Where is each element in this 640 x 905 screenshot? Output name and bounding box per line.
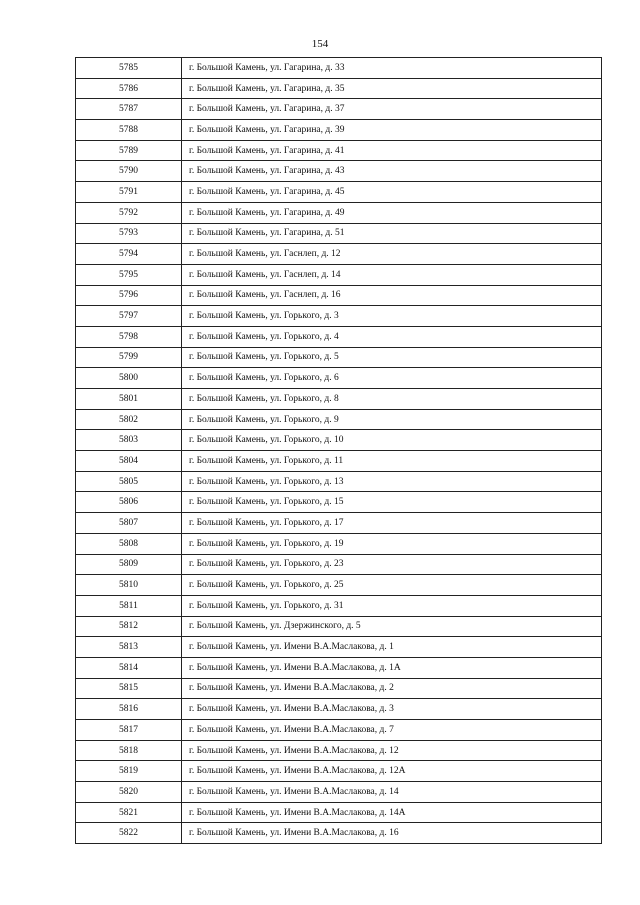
- address-cell: г. Большой Камень, ул. Имени В.А.Маслакова, д. 7: [182, 720, 602, 741]
- address-cell: г. Большой Камень, ул. Гагарина, д. 39: [182, 120, 602, 141]
- row-number-cell: 5812: [76, 616, 182, 637]
- table-row: [76, 409, 602, 430]
- address-cell: г. Большой Камень, ул. Имени В.А.Маслакова, д. 16: [182, 823, 602, 844]
- table-row: [76, 161, 602, 182]
- row-number-cell: 5815: [76, 678, 182, 699]
- table-row: [76, 554, 602, 575]
- table-row: [76, 720, 602, 741]
- table-row: [76, 202, 602, 223]
- row-number-cell: 5789: [76, 140, 182, 161]
- table-row: [76, 699, 602, 720]
- address-cell: г. Большой Камень, ул. Имени В.А.Маслакова, д. 12А: [182, 761, 602, 782]
- table-row: [76, 244, 602, 265]
- address-cell: г. Большой Камень, ул. Гагарина, д. 33: [182, 58, 602, 79]
- address-cell: г. Большой Камень, ул. Горького, д. 6: [182, 368, 602, 389]
- address-cell: г. Большой Камень, ул. Горького, д. 9: [182, 409, 602, 430]
- table-row: [76, 575, 602, 596]
- row-number-cell: 5797: [76, 306, 182, 327]
- row-number-cell: 5786: [76, 78, 182, 99]
- address-cell: г. Большой Камень, ул. Имени В.А.Маслакова, д. 14А: [182, 802, 602, 823]
- table-row: [76, 99, 602, 120]
- address-cell: г. Большой Камень, ул. Горького, д. 17: [182, 513, 602, 534]
- address-cell: г. Большой Камень, ул. Горького, д. 11: [182, 451, 602, 472]
- row-number-cell: 5821: [76, 802, 182, 823]
- row-number-cell: 5803: [76, 430, 182, 451]
- row-number-cell: 5813: [76, 637, 182, 658]
- table-row: [76, 761, 602, 782]
- table-row: [76, 471, 602, 492]
- table-row: [76, 740, 602, 761]
- table-row: [76, 430, 602, 451]
- row-number-cell: 5804: [76, 451, 182, 472]
- address-cell: г. Большой Камень, ул. Гагарина, д. 45: [182, 182, 602, 203]
- table-row: [76, 637, 602, 658]
- table-row: [76, 678, 602, 699]
- row-number-cell: 5816: [76, 699, 182, 720]
- table-row: [76, 492, 602, 513]
- table-row: [76, 182, 602, 203]
- table-row: [76, 657, 602, 678]
- address-cell: г. Большой Камень, ул. Имени В.А.Маслакова, д. 12: [182, 740, 602, 761]
- address-cell: г. Большой Камень, ул. Горького, д. 3: [182, 306, 602, 327]
- address-cell: г. Большой Камень, ул. Горького, д. 19: [182, 533, 602, 554]
- address-cell: г. Большой Камень, ул. Имени В.А.Маслакова, д. 1: [182, 637, 602, 658]
- row-number-cell: 5793: [76, 223, 182, 244]
- row-number-cell: 5790: [76, 161, 182, 182]
- table-row: [76, 533, 602, 554]
- table-row: [76, 451, 602, 472]
- row-number-cell: 5801: [76, 389, 182, 410]
- table-row: [76, 368, 602, 389]
- row-number-cell: 5817: [76, 720, 182, 741]
- row-number-cell: 5794: [76, 244, 182, 265]
- address-cell: г. Большой Камень, ул. Горького, д. 10: [182, 430, 602, 451]
- row-number-cell: 5808: [76, 533, 182, 554]
- table-row: [76, 223, 602, 244]
- table-row: [76, 120, 602, 141]
- address-cell: г. Большой Камень, ул. Горького, д. 13: [182, 471, 602, 492]
- table-row: [76, 306, 602, 327]
- address-cell: г. Большой Камень, ул. Дзержинского, д. 5: [182, 616, 602, 637]
- row-number-cell: 5802: [76, 409, 182, 430]
- table-row: [76, 389, 602, 410]
- address-cell: г. Большой Камень, ул. Гагарина, д. 35: [182, 78, 602, 99]
- address-cell: г. Большой Камень, ул. Горького, д. 4: [182, 326, 602, 347]
- table-row: [76, 595, 602, 616]
- page-number: 154: [311, 38, 329, 50]
- row-number-cell: 5800: [76, 368, 182, 389]
- table-row: [76, 513, 602, 534]
- row-number-cell: 5796: [76, 285, 182, 306]
- row-number-cell: 5814: [76, 657, 182, 678]
- row-number-cell: 5819: [76, 761, 182, 782]
- address-cell: г. Большой Камень, ул. Горького, д. 31: [182, 595, 602, 616]
- address-cell: г. Большой Камень, ул. Гагарина, д. 43: [182, 161, 602, 182]
- row-number-cell: 5818: [76, 740, 182, 761]
- row-number-cell: 5806: [76, 492, 182, 513]
- table-row: [76, 347, 602, 368]
- table-row: [76, 782, 602, 803]
- address-cell: г. Большой Камень, ул. Имени В.А.Маслакова, д. 1А: [182, 657, 602, 678]
- address-cell: г. Большой Камень, ул. Горького, д. 5: [182, 347, 602, 368]
- row-number-cell: 5791: [76, 182, 182, 203]
- address-cell: г. Большой Камень, ул. Гагарина, д. 41: [182, 140, 602, 161]
- row-number-cell: 5807: [76, 513, 182, 534]
- table-row: [76, 326, 602, 347]
- address-cell: г. Большой Камень, ул. Гаснлеп, д. 14: [182, 264, 602, 285]
- table-row: [76, 616, 602, 637]
- row-number-cell: 5811: [76, 595, 182, 616]
- table-row: [76, 58, 602, 79]
- address-cell: г. Большой Камень, ул. Горького, д. 15: [182, 492, 602, 513]
- address-table-body: [76, 58, 602, 844]
- address-table: [75, 57, 602, 844]
- address-cell: г. Большой Камень, ул. Гагарина, д. 51: [182, 223, 602, 244]
- row-number-cell: 5787: [76, 99, 182, 120]
- address-cell: г. Большой Камень, ул. Имени В.А.Маслакова, д. 14: [182, 782, 602, 803]
- table-row: [76, 802, 602, 823]
- address-cell: г. Большой Камень, ул. Гагарина, д. 37: [182, 99, 602, 120]
- row-number-cell: 5822: [76, 823, 182, 844]
- address-cell: г. Большой Камень, ул. Гаснлеп, д. 16: [182, 285, 602, 306]
- row-number-cell: 5799: [76, 347, 182, 368]
- address-cell: г. Большой Камень, ул. Гагарина, д. 49: [182, 202, 602, 223]
- row-number-cell: 5795: [76, 264, 182, 285]
- row-number-cell: 5785: [76, 58, 182, 79]
- address-cell: г. Большой Камень, ул. Горького, д. 8: [182, 389, 602, 410]
- table-row: [76, 285, 602, 306]
- table-row: [76, 78, 602, 99]
- table-row: [76, 264, 602, 285]
- address-cell: г. Большой Камень, ул. Гаснлеп, д. 12: [182, 244, 602, 265]
- address-cell: г. Большой Камень, ул. Имени В.А.Маслакова, д. 3: [182, 699, 602, 720]
- row-number-cell: 5798: [76, 326, 182, 347]
- row-number-cell: 5788: [76, 120, 182, 141]
- address-cell: г. Большой Камень, ул. Горького, д. 25: [182, 575, 602, 596]
- row-number-cell: 5809: [76, 554, 182, 575]
- row-number-cell: 5805: [76, 471, 182, 492]
- row-number-cell: 5820: [76, 782, 182, 803]
- address-cell: г. Большой Камень, ул. Имени В.А.Маслакова, д. 2: [182, 678, 602, 699]
- address-cell: г. Большой Камень, ул. Горького, д. 23: [182, 554, 602, 575]
- row-number-cell: 5810: [76, 575, 182, 596]
- table-row: [76, 140, 602, 161]
- row-number-cell: 5792: [76, 202, 182, 223]
- table-row: [76, 823, 602, 844]
